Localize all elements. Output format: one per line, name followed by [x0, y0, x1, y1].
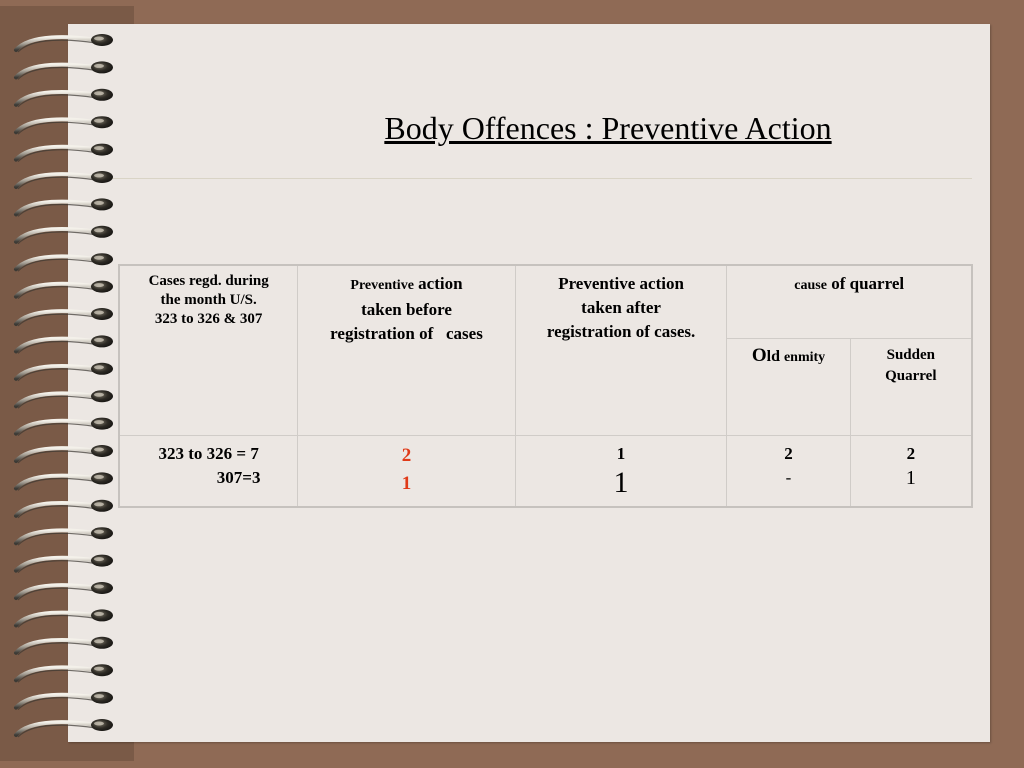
binding-ring [16, 500, 113, 518]
binding-ring [16, 198, 113, 216]
preventive-action-table [118, 264, 973, 508]
spiral-binding [10, 0, 120, 768]
binding-ring [16, 390, 113, 408]
header-old-small: enmity [783, 350, 826, 365]
cell-old-enmity [727, 436, 850, 508]
header-after-line1: Preventive action [558, 274, 684, 293]
binding-ring [16, 582, 113, 600]
binding-ring [16, 363, 113, 381]
header-before-line2: taken before [361, 300, 452, 319]
binding-ring [16, 34, 113, 52]
binding-ring [16, 61, 113, 79]
cell-before-value1: 2 [401, 445, 412, 466]
header-after-line2: taken after [581, 298, 661, 317]
binding-ring [16, 89, 113, 107]
binding-ring [16, 418, 113, 436]
cell-old-value2: - [785, 468, 792, 487]
cell-before-value2: 1 [401, 473, 412, 494]
header-after-line3: registration of cases. [546, 322, 696, 341]
header-cases-regd [119, 265, 298, 436]
binding-ring [16, 116, 113, 134]
header-cases-line3: 323 to 326 & 307 [154, 311, 263, 327]
binding-ring [16, 692, 113, 710]
header-sudden-line2: Quarrel [885, 368, 937, 384]
header-old-enmity [727, 339, 850, 436]
cell-cases-line2: 307=3 [216, 468, 261, 487]
data-row [119, 436, 972, 508]
header-before-small: Preventive [350, 278, 414, 293]
cell-sudden-value1: 2 [906, 444, 916, 463]
binding-ring [16, 472, 113, 490]
notebook-page [68, 24, 990, 742]
header-cause-rest: of quarrel [831, 274, 905, 293]
divider-line [108, 178, 972, 179]
cell-cases-regd [119, 436, 298, 508]
cell-cases-line1: 323 to 326 = 7 [158, 444, 259, 463]
header-cases-line2: the month U/S. [160, 292, 257, 308]
slide-title: Body Offences : Preventive Action [384, 110, 832, 146]
header-cause-of-quarrel [727, 265, 972, 339]
header-sudden-quarrel [850, 339, 972, 436]
binding-ring [16, 144, 113, 162]
cell-old-value1: 2 [784, 444, 793, 463]
binding-ring [16, 637, 113, 655]
binding-ring [16, 308, 113, 326]
binding-ring [16, 555, 113, 573]
cell-action-after [515, 436, 727, 508]
cell-sudden-value2: 1 [905, 467, 916, 489]
binding-ring [16, 719, 113, 737]
cell-sudden-quarrel [850, 436, 972, 508]
header-before-line3: registration of cases [330, 324, 483, 343]
header-cases-line1: Cases regd. during [148, 273, 269, 289]
binding-ring [16, 226, 113, 244]
binding-ring [16, 281, 113, 299]
header-old-mid: ld [766, 348, 780, 365]
header-action-before [298, 265, 515, 436]
binding-ring [16, 445, 113, 463]
header-before-rest: action [418, 274, 463, 293]
cell-after-value2: 1 [613, 466, 629, 499]
header-row [119, 265, 972, 339]
binding-ring [16, 527, 113, 545]
cell-after-value1: 1 [616, 444, 626, 463]
binding-ring [16, 664, 113, 682]
binding-ring [16, 253, 113, 271]
header-action-after [515, 265, 727, 436]
header-cause-small: cause [794, 278, 827, 293]
header-sudden-line1: Sudden [886, 347, 935, 363]
binding-ring [16, 335, 113, 353]
binding-ring [16, 609, 113, 627]
cell-action-before [298, 436, 515, 508]
binding-ring [16, 171, 113, 189]
header-old-big: O [751, 345, 767, 366]
